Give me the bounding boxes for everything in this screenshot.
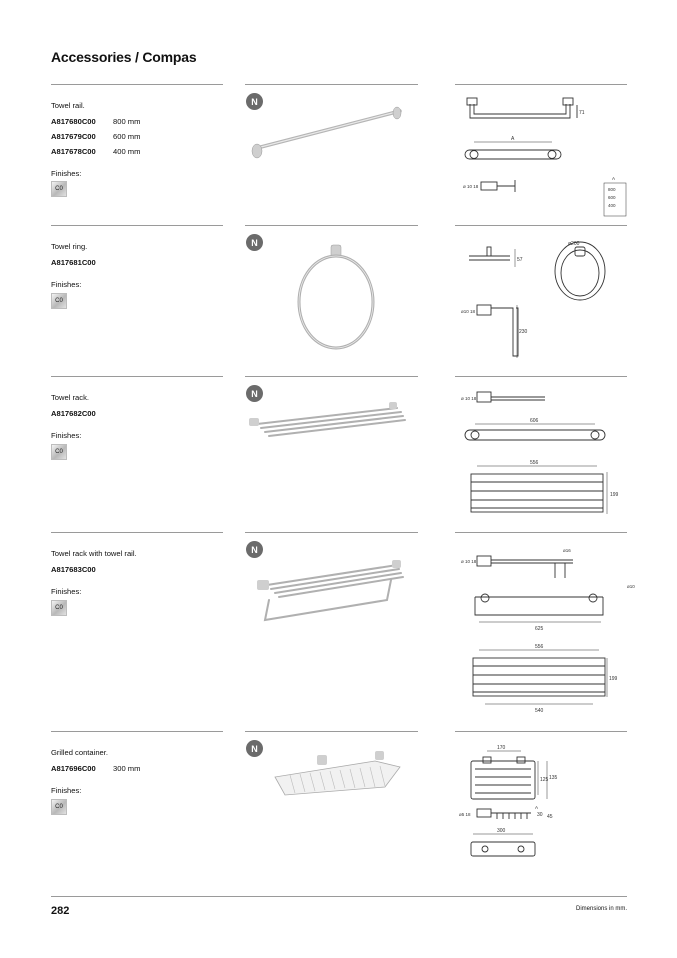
product-code: A817681C00 [51,258,96,267]
product-name: Grilled container. [51,748,108,757]
new-badge: N [246,385,263,402]
new-badge: N [246,541,263,558]
product-code: A817679C00 [51,132,96,141]
towel-rack-drawing [455,384,627,529]
dim-spacing: 170 [497,745,506,751]
product-towel-rack [51,376,627,531]
towel-rail-drawing [455,92,627,222]
product-size: 300 mm [113,764,141,773]
finishes-label: Finishes: [51,280,82,289]
finish-swatch: C0 [51,181,67,197]
dim-diameter: ø 10 18 [461,559,477,564]
product-towel-rack-with-rail [51,532,635,730]
new-badge: N [246,234,263,251]
dim-rail-diameter: ø10 [627,584,635,589]
table-value: 800 [608,187,616,192]
table-value: 600 [608,195,616,200]
product-code-row [51,764,140,773]
finishes-label: Finishes: [51,786,82,795]
product-code-row [51,409,113,418]
footer-divider [51,896,627,897]
new-badge: N [246,740,263,757]
dim-front-width: 556 [535,644,544,650]
dim-diameter: ø 10 18 [463,184,479,189]
page-number: 282 [51,905,70,917]
dim-depth-1: 30 [537,812,543,818]
grilled-container-drawing [455,739,627,889]
product-code-row [51,147,140,156]
dim-height-2: 135 [549,775,558,781]
product-code-row [51,117,140,126]
dim-depth-2: 45 [547,814,553,820]
towel-rack-with-rail-drawing [455,540,635,725]
finishes-label: Finishes: [51,431,82,440]
grilled-container-photo [265,747,415,802]
product-size: 800 mm [113,117,141,126]
product-code-row [51,565,113,574]
product-name: Towel ring. [51,242,88,251]
dim-height: 230 [519,329,528,335]
table-value: 400 [608,203,616,208]
dim-height: 199 [610,492,619,498]
product-name: Towel rack. [51,393,89,402]
product-name: Towel rack with towel rail. [51,549,137,558]
dim-height-1: 125 [540,777,549,783]
finishes-label: Finishes: [51,587,82,596]
product-towel-rail [51,84,627,224]
finish-swatch: C0 [51,444,67,460]
product-code: A817678C00 [51,147,96,156]
dim-diameter: ø 10 18 [461,396,477,401]
page-title: Accessories / Compas [51,49,197,65]
towel-rack-photo [247,394,407,444]
product-size: 400 mm [113,147,141,156]
product-size: 600 mm [113,132,141,141]
finishes-label: Finishes: [51,169,82,178]
dim-tube-diameter: ø16 [563,548,571,553]
towel-ring-photo [281,240,401,360]
dim-diameter: ø5 18 [459,812,471,817]
dim-depth: 57 [517,257,523,263]
dim-bottom-width: 540 [535,708,544,714]
finish-swatch: C0 [51,799,67,815]
dimensions-note: Dimensions in mm. [575,906,627,912]
dim-height: 199 [609,676,618,682]
product-code: A817680C00 [51,117,96,126]
product-code-row [51,132,140,141]
product-towel-ring [51,225,627,375]
towel-rack-with-rail-photo [247,550,407,630]
dim-top-width: 625 [535,626,544,632]
dim-ring-diameter: ø200 [568,241,580,247]
dim-a: A [511,136,515,142]
table-head: A [612,176,616,181]
dim-depth: 71 [579,110,585,116]
dim-front-width: 556 [530,460,539,466]
dim-top-width: 606 [530,418,539,424]
new-badge: N [246,93,263,110]
dim-a: A [535,805,539,810]
finish-swatch: C0 [51,293,67,309]
finish-swatch: C0 [51,600,67,616]
product-code: A817696C00 [51,764,96,773]
product-grilled-container [51,731,627,891]
product-code: A817682C00 [51,409,96,418]
product-code: A817683C00 [51,565,96,574]
dim-diameter: ø10 18 [461,309,476,314]
dim-width: 300 [497,828,506,834]
product-code-row [51,258,113,267]
towel-rail-photo [245,96,415,166]
product-name: Towel rail. [51,101,85,110]
towel-ring-drawing [455,233,627,373]
